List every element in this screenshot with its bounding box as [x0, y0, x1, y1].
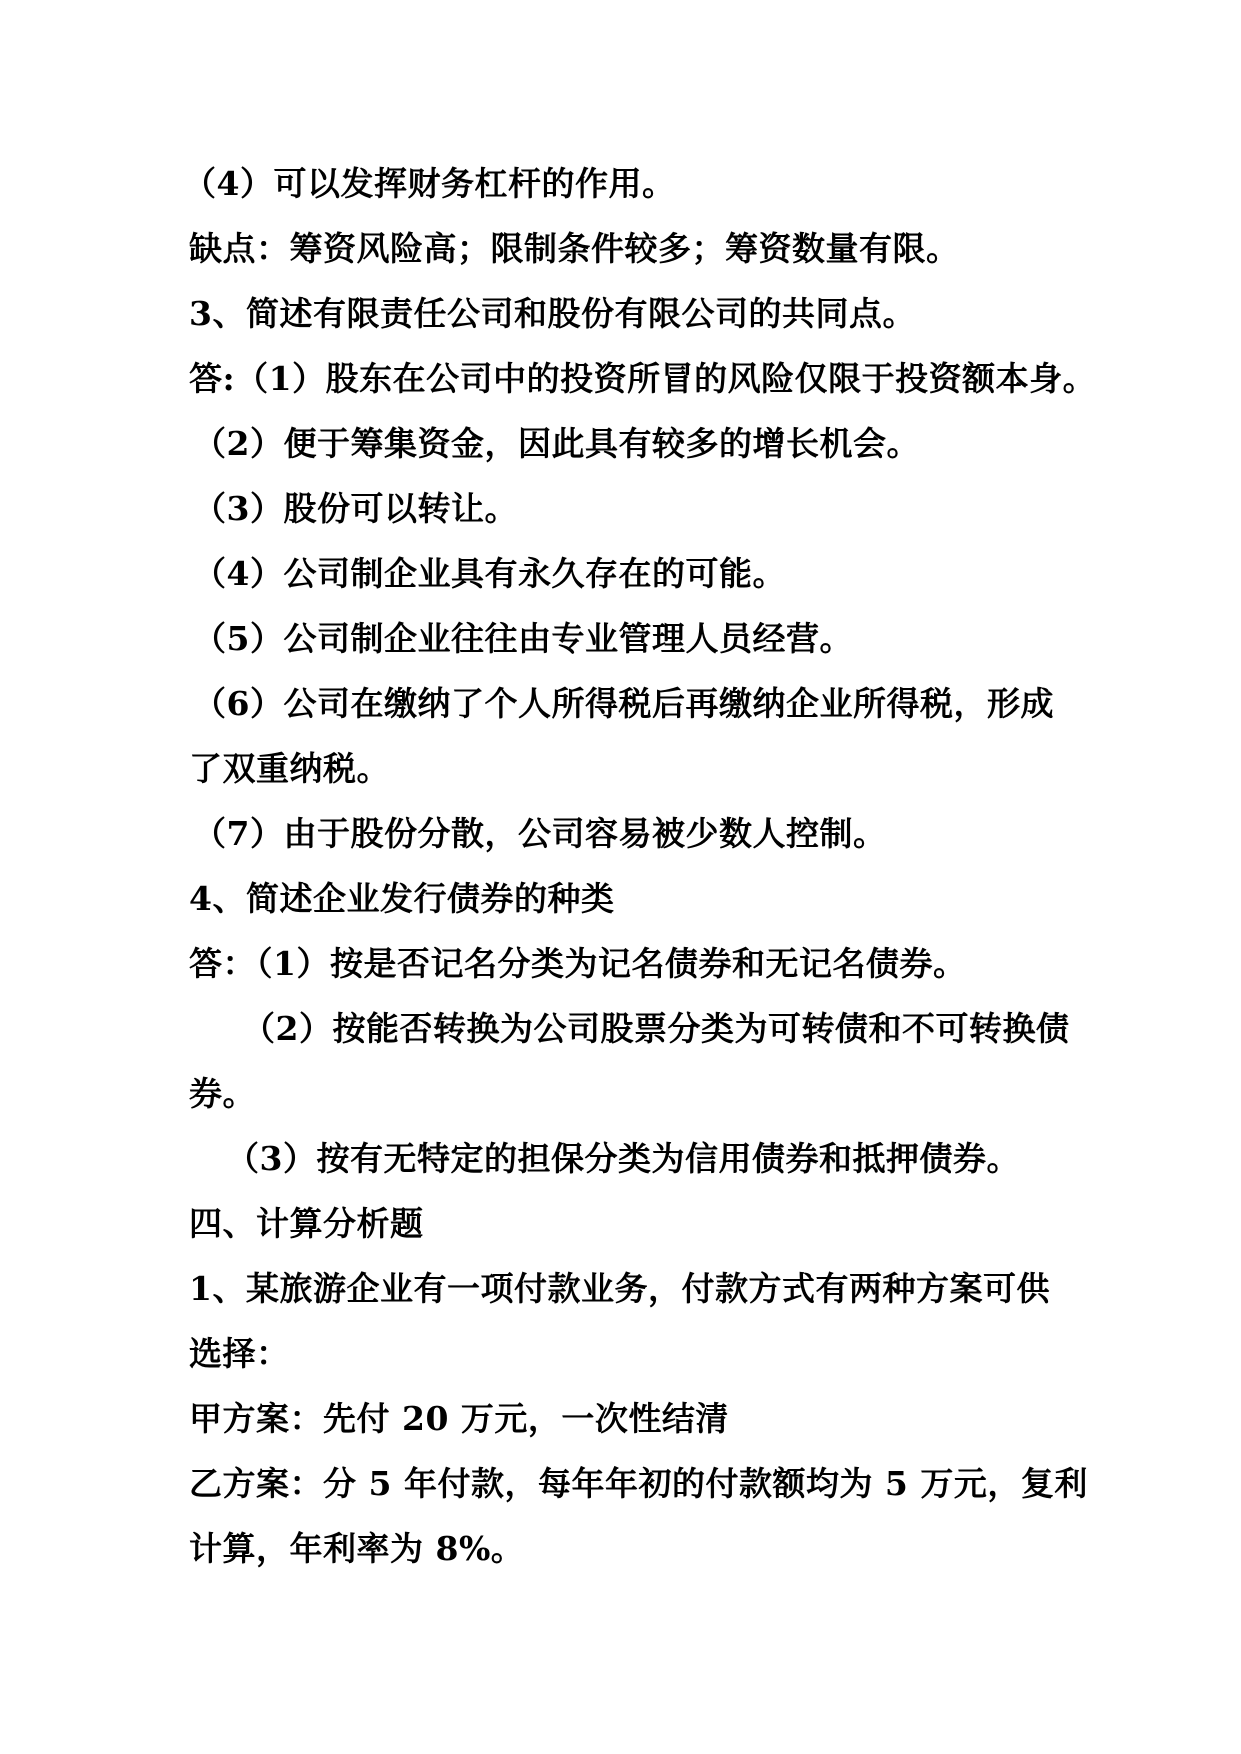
text-line-14: （2）按能否转换为公司股票分类为可转债和不可转换债: [242, 1009, 1070, 1048]
text-line-9: （6）公司在缴纳了个人所得税后再缴纳企业所得税，形成: [193, 684, 1054, 723]
text-line-13: 答：（1）按是否记名分类为记名债券和无记名债券。: [189, 944, 967, 983]
text-line-2: 缺点：筹资风险高；限制条件较多；筹资数量有限。: [189, 229, 960, 268]
text-line-10: 了双重纳税。: [189, 749, 390, 788]
text-line-11: （7）由于股份分散，公司容易被少数人控制。: [193, 814, 887, 853]
text-line-8: （5）公司制企业往往由专业管理人员经营。: [193, 619, 853, 658]
text-line-15: 券。: [189, 1074, 256, 1113]
text-line-4: 答:（1）股东在公司中的投资所冒的风险仅限于投资额本身。: [189, 359, 1097, 398]
text-line-16: （3）按有无特定的担保分类为信用债券和抵押债券。: [226, 1139, 1020, 1178]
text-line-6: （3）股份可以转让。: [193, 489, 518, 528]
text-line-20: 甲方案：先付 20 万元，一次性结清: [189, 1399, 729, 1438]
text-line-5: （2）便于筹集资金，因此具有较多的增长机会。: [193, 424, 920, 463]
text-line-3: 3、简述有限责任公司和股份有限公司的共同点。: [189, 294, 916, 333]
text-line-17: 四、计算分析题: [189, 1204, 424, 1243]
text-line-19: 选择：: [189, 1334, 290, 1373]
text-line-22: 计算，年利率为 8%。: [189, 1529, 525, 1568]
text-line-18: 1、某旅游企业有一项付款业务，付款方式有两种方案可供: [189, 1269, 1050, 1308]
text-line-1: （4）可以发挥财务杠杆的作用。: [183, 164, 676, 203]
text-line-21: 乙方案：分 5 年付款，每年年初的付款额均为 5 万元，复利: [189, 1464, 1088, 1503]
text-line-12: 4、简述企业发行债券的种类: [189, 879, 615, 918]
text-line-7: （4）公司制企业具有永久存在的可能。: [193, 554, 786, 593]
